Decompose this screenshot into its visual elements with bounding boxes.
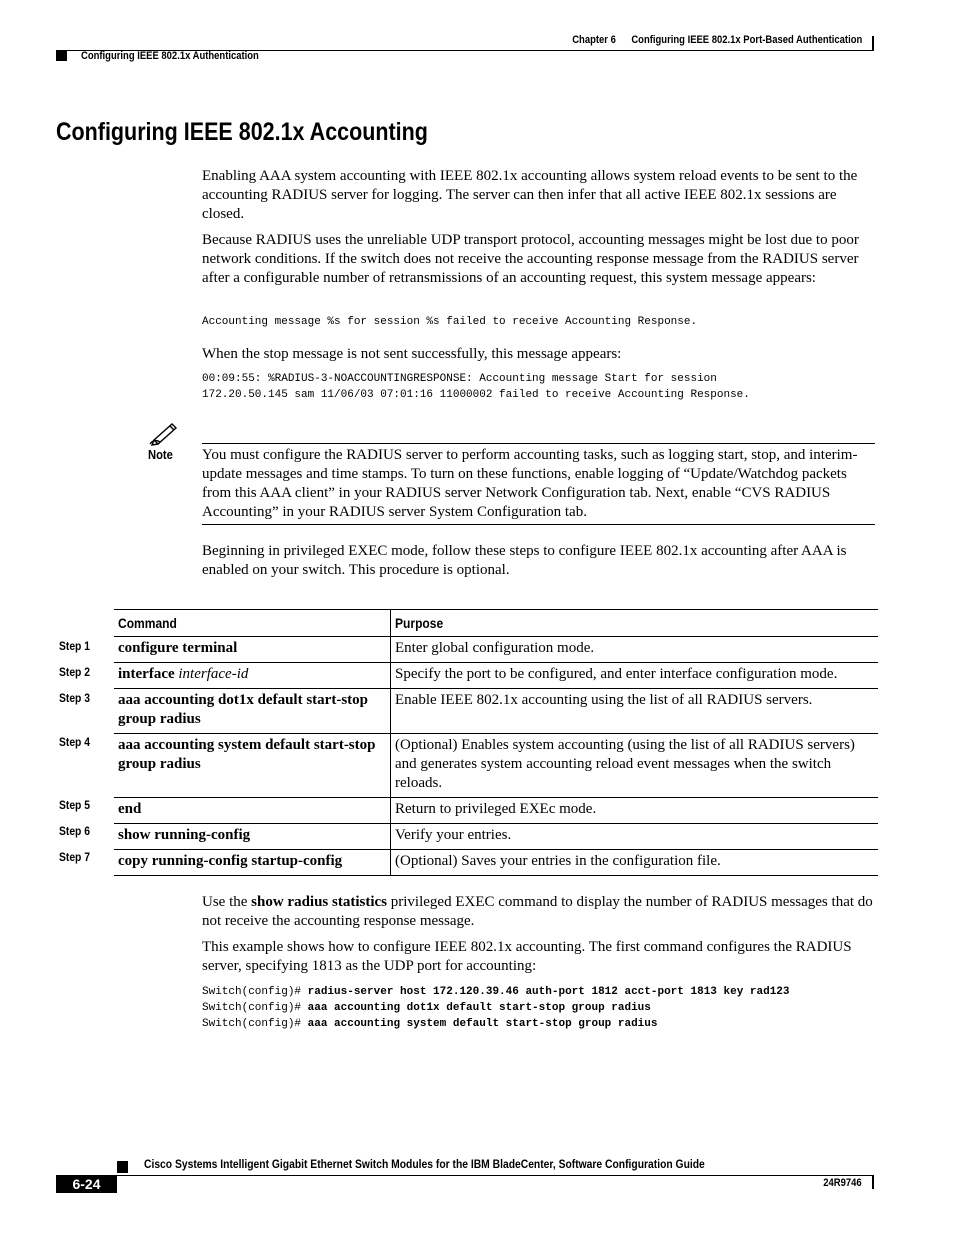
purpose-cell: Specify the port to be configured, and enter interface configuration mode. bbox=[391, 663, 879, 689]
command-cell bbox=[114, 663, 391, 689]
purpose-cell: (Optional) Enables system accounting (using the list of all RADIUS servers) and generates system accounting reload event messages when the switch reloads. bbox=[391, 734, 879, 798]
table-row bbox=[114, 637, 878, 663]
command-text: aaa accounting dot1x default start-stop group radius bbox=[118, 692, 368, 727]
cli-prompt: Switch(config)# bbox=[202, 1018, 308, 1030]
step-label: Step 2 bbox=[59, 665, 90, 679]
purpose-cell: (Optional) Saves your entries in the configuration file. bbox=[391, 850, 879, 876]
purpose-cell: Return to privileged EXEc mode. bbox=[391, 798, 879, 824]
step-label: Step 1 bbox=[59, 639, 90, 653]
step-label: Step 3 bbox=[59, 691, 90, 705]
command-text: aaa accounting system default start-stop group radius bbox=[118, 737, 376, 772]
cli-prompt: Switch(config)# bbox=[202, 1002, 308, 1014]
cli-command: radius-server host 172.120.39.46 auth-port 1812 acct-port 1813 key rad123 bbox=[307, 986, 790, 998]
page-title: Configuring IEEE 802.1x Accounting bbox=[56, 118, 428, 146]
table-header-row bbox=[114, 610, 878, 637]
document-number: 24R9746 bbox=[823, 1177, 862, 1189]
cli-command: aaa accounting system default start-stop group radius bbox=[307, 1018, 658, 1030]
command-cell bbox=[114, 798, 391, 824]
paragraph-stop-message: When the stop message is not sent successfully, this message appears: bbox=[202, 346, 622, 362]
table-row bbox=[114, 798, 878, 824]
paragraph-procedure: Beginning in privileged EXEC mode, follow these steps to configure IEEE 802.1x accounting after AAA is enabled on your switch. This procedure is optional. bbox=[202, 543, 847, 578]
note-top-rule bbox=[202, 443, 875, 444]
footer-guide-title: Cisco Systems Intelligent Gigabit Ethernet Switch Modules for the IBM BladeCenter, Software Configuration Guide bbox=[144, 1157, 705, 1171]
step-label: Step 4 bbox=[59, 735, 90, 749]
purpose-cell: Enable IEEE 802.1x accounting using the list of all RADIUS servers. bbox=[391, 689, 879, 734]
step-label: Step 5 bbox=[59, 798, 90, 812]
note-bottom-rule bbox=[202, 524, 875, 525]
table-row bbox=[114, 663, 878, 689]
note-text: You must configure the RADIUS server to perform accounting tasks, such as logging start, stop, and interim-update messages and time stamps. To turn on these functions, enable logging of “Update/Watchdog packets from this AAA client” in your RADIUS server Network Configuration tab. Next, enable “CVS RADIUS Accounting” in your RADIUS server System Configuration tab. bbox=[202, 447, 858, 520]
code-system-message: Accounting message %s for session %s failed to receive Accounting Response. bbox=[202, 316, 698, 328]
code-example bbox=[202, 984, 790, 1032]
code-line: 00:09:55: %RADIUS-3-NOACCOUNTINGRESPONSE: Accounting message Start for session bbox=[202, 373, 717, 385]
command-cell bbox=[114, 824, 391, 850]
header-square-marker bbox=[56, 50, 67, 61]
command-text: configure terminal bbox=[118, 640, 238, 656]
paragraph-udp: Because RADIUS uses the unreliable UDP transport protocol, accounting messages might be lost due to poor network conditions. If the switch does not receive the accounting response message from the RADIUS server after a configurable number of retransmissions of an accounting request, this system message appears: bbox=[202, 232, 859, 286]
chapter-label: Chapter 6 bbox=[571, 34, 616, 46]
purpose-cell: Enter global configuration mode. bbox=[391, 637, 879, 663]
command-table bbox=[114, 609, 878, 876]
table-row bbox=[114, 689, 878, 734]
command-text: show running-config bbox=[118, 827, 251, 843]
step-label: Step 6 bbox=[59, 824, 90, 838]
paragraph-show-radius: Use the show radius statistics privileged EXEC command to display the number of RADIUS messages that do not receive the accounting response message. bbox=[202, 894, 873, 929]
command-text: copy running-config startup-config bbox=[118, 853, 343, 869]
cli-prompt: Switch(config)# bbox=[202, 986, 308, 998]
note-pencil-icon bbox=[148, 422, 180, 446]
command-cell bbox=[114, 689, 391, 734]
chapter-title: Configuring IEEE 802.1x Port-Based Authentication bbox=[631, 34, 862, 46]
table-row bbox=[114, 734, 878, 798]
column-header-command: Command bbox=[114, 610, 391, 637]
command-argument: interface-id bbox=[178, 666, 249, 682]
table-row bbox=[114, 850, 878, 876]
step-label: Step 7 bbox=[59, 850, 90, 864]
table-row bbox=[114, 824, 878, 850]
paragraph-intro: Enabling AAA system accounting with IEEE 802.1x accounting allows system reload events to be sent to the accounting RADIUS server for logging. The server can then infer that all active IEEE 802.1x sessions are closed. bbox=[202, 168, 858, 222]
page-number: 6-24 bbox=[56, 1175, 117, 1193]
command-cell bbox=[114, 734, 391, 798]
command-cell bbox=[114, 637, 391, 663]
header-bar-marker bbox=[872, 36, 874, 50]
running-header-section: Configuring IEEE 802.1x Authentication bbox=[81, 50, 259, 62]
command-text: interface bbox=[118, 666, 175, 682]
purpose-cell: Verify your entries. bbox=[391, 824, 879, 850]
cli-command: aaa accounting dot1x default start-stop group radius bbox=[307, 1002, 651, 1014]
footer-square-marker bbox=[117, 1161, 128, 1173]
command-cell bbox=[114, 850, 391, 876]
footer-bar-marker bbox=[872, 1175, 874, 1189]
note-label: Note bbox=[148, 447, 173, 462]
paragraph-example: This example shows how to configure IEEE 802.1x accounting. The first command configures the RADIUS server, specifying 1813 as the UDP port for accounting: bbox=[202, 939, 852, 974]
code-noaccounting-message bbox=[202, 371, 750, 403]
command-text: end bbox=[118, 801, 142, 817]
inline-command: show radius statistics bbox=[251, 894, 388, 910]
code-line: 172.20.50.145 sam 11/06/03 07:01:16 11000002 failed to receive Accounting Response. bbox=[202, 389, 750, 401]
column-header-purpose: Purpose bbox=[391, 610, 879, 637]
running-header-chapter bbox=[572, 34, 862, 46]
footer-rule bbox=[56, 1175, 874, 1176]
